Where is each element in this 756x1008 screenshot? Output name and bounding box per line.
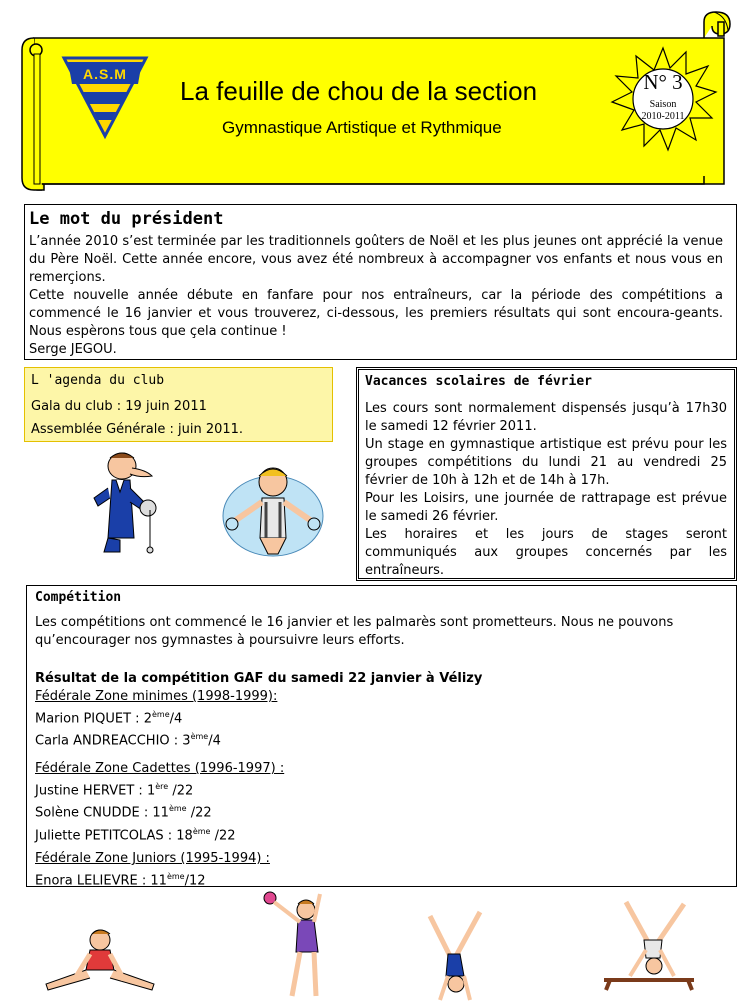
zone-juniors	[35, 850, 270, 890]
zone-title: Fédérale Zone Cadettes (1996-1997) :	[35, 761, 285, 776]
president-signature: Serge JEGOU.	[29, 342, 117, 357]
result-row: Juliette PETITCOLAS : 18ème /22	[35, 826, 236, 843]
ribbon-ball-gymnast-illustration	[256, 886, 336, 1002]
result-row: Justine HERVET : 1ère /22	[35, 782, 194, 799]
vacances-paragraph: Pour les Loisirs, une journée de rattrapage est prévue le samedi 26 février.	[365, 491, 727, 524]
result-row: Solène CNUDDE : 11ème /22	[35, 804, 212, 821]
season-label: Saison	[649, 99, 677, 110]
president-paragraph: L’année 2010 s’est terminée par les traditionnels goûters de Noël et les plus jeunes ont apprécié la venue du Père Noël. Cette année encore, vous avez été nombreux à accompagner vos enfants et nous vous en remerçions.	[29, 234, 723, 285]
vacances-title: Vacances scolaires de février	[365, 374, 592, 389]
agenda-title: L 'agenda du club	[31, 373, 165, 388]
competition-section	[26, 585, 737, 887]
vacances-paragraph: Un stage en gymnastique artistique est prévu pour les groupes compétitions du lundi 21 au vendredi 25 février de 10h à 12h et de 14h à 17h.	[365, 437, 727, 488]
logo-text: A.S.M	[83, 66, 127, 82]
rings-gymnast-illustration	[222, 458, 324, 562]
president-title: Le mot du président	[29, 209, 224, 229]
zone-cadettes	[35, 760, 284, 845]
vacances-paragraph: Les horaires et les jours de stages seront communiqués aux groupes concernés par les entraîneurs.	[365, 527, 727, 578]
coach-stopwatch-illustration	[86, 448, 170, 554]
competition-intro: Les compétitions ont commencé le 16 janvier et les palmarès sont prometteurs. Nous ne pouvons qu’encourager nos gymnastes à poursuivre leurs efforts.	[35, 615, 674, 648]
agenda-box	[24, 367, 333, 442]
result-row: Marion PIQUET : 2ème/4	[35, 710, 183, 727]
season-years: 2010-2011	[641, 111, 685, 122]
issue-number: N° 3	[643, 70, 683, 94]
newsletter-subtitle: Gymnastique Artistique et Rythmique	[222, 118, 502, 137]
zone-title: Fédérale Zone minimes (1998-1999):	[35, 689, 278, 704]
trampoline-gymnast-illustration	[596, 892, 702, 992]
agenda-item: Assemblée Générale : juin 2011.	[31, 422, 244, 437]
result-row: Enora LELIEVRE : 11ème/12	[35, 872, 206, 889]
newsletter-title: La feuille de chou de la section	[180, 76, 538, 106]
president-paragraph: Cette nouvelle année débute en fanfare pour nos entraîneurs, car la période des compétitions a commencé le 16 janvier et vous trouverez, ci-dessous, les premiers résultats qui sont encoura-geants. Nous espèrons tous que çela continue !	[29, 288, 723, 339]
zone-minimes	[35, 688, 277, 751]
president-text	[29, 233, 723, 359]
result-heading: Résultat de la compétition GAF du samedi 22 janvier à Vélizy	[35, 671, 483, 686]
competition-title: Compétition	[35, 590, 122, 605]
result-row: Carla ANDREACCHIO : 3ème/4	[35, 732, 221, 749]
split-gymnast-illustration	[40, 924, 162, 996]
handstand-gymnast-illustration	[420, 906, 490, 1002]
vacances-text	[365, 400, 727, 580]
agenda-item: Gala du club : 19 juin 2011	[31, 399, 207, 414]
vacances-section	[356, 367, 737, 581]
zone-title: Fédérale Zone Juniors (1995-1994) :	[35, 851, 270, 866]
president-section	[24, 204, 737, 360]
vacances-paragraph: Les cours sont normalement dispensés jusqu’à 17h30 le samedi 12 février 2011.	[365, 401, 727, 434]
